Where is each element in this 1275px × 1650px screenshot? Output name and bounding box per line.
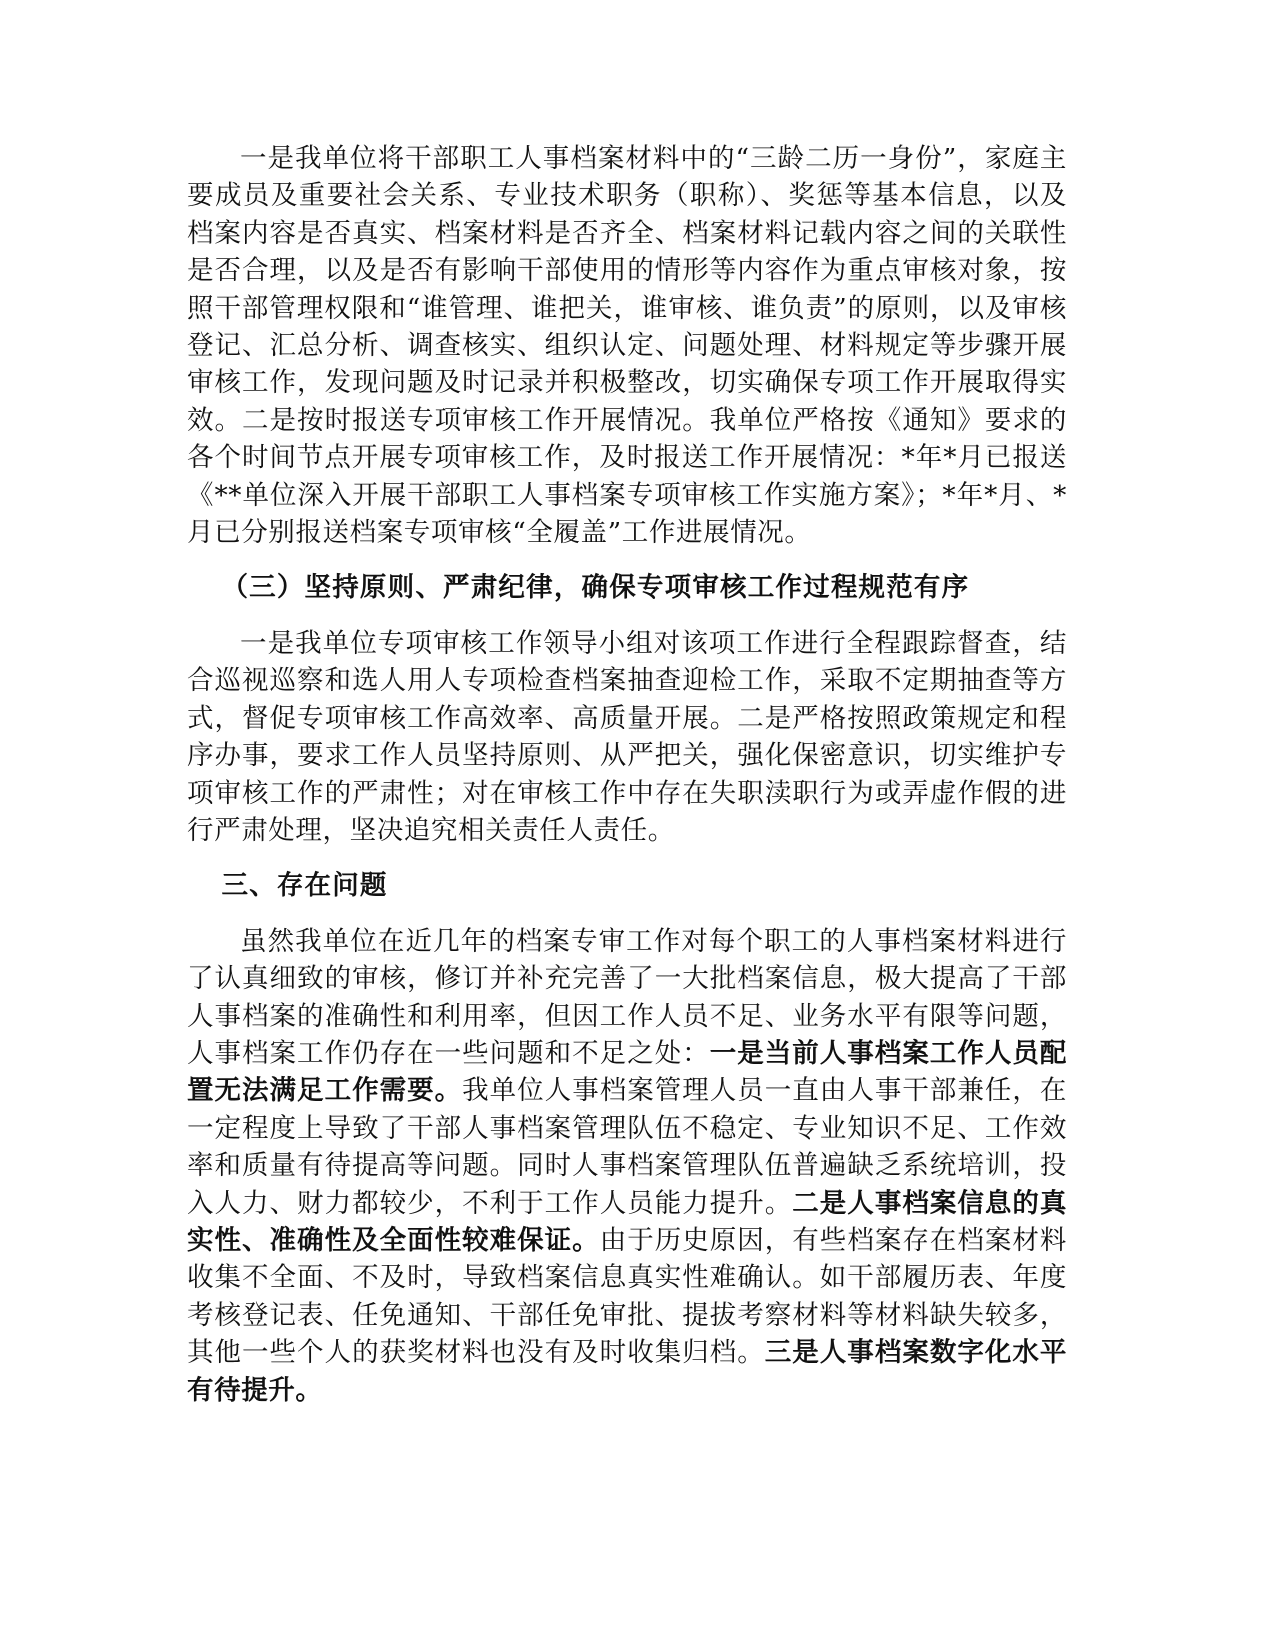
section-heading-existing-problems: 三、存在问题 (221, 870, 388, 902)
paragraph-supervision: 一是我单位专项审核工作领导小组对该项工作进行全程跟踪督查，结合巡视巡察和选人用人专项检查档案抽查迎检工作，采取不定期抽查等方式，督促专项审核工作高效率、高质量开展。二是严格按照政策规定和程序办事，要求工作人员坚持原则、从严把关，强化保密意识，切实维护专项审核工作的严肃性；对在审核工作中存在失职渎职行为或弄虚作假的进行严肃处理，坚决追究相关责任人责任。 (187, 627, 1067, 846)
problem-two-text: 由于历史原因，有些档案存在档案材料收集不全面、不及时，导致档案信息真实性难确认。如干部履历表、年度考核登记表、任免通知、干部任免审批、提拔考察材料等材料缺失较多，其他一些个人的获奖材料也没有及时收集归档。 (187, 1224, 1068, 1369)
problem-one-text: 我单位人事档案管理人员一直由人事干部兼任，在一定程度上导致了干部人事档案管理队伍不稳定、专业知识不足、工作效率和质量有待提高等问题。同时人事档案管理队伍普遍缺乏系统培训，投入人力、财力都较少，不利于工作人员能力提升。 (187, 1075, 1068, 1219)
problem-three-bold: 三是人事档案数字化水平有待提升。 (187, 1337, 1067, 1406)
subheading-principles-discipline: （三）坚持原则、严肃纪律，确保专项审核工作过程规范有序 (221, 572, 970, 604)
paragraph-problems (187, 923, 1067, 1409)
problem-one-bold: 一是当前人事档案工作人员配置无法满足工作需要。 (187, 1037, 1067, 1107)
problems-intro-text: 虽然我单位在近几年的档案专审工作对每个职工的人事档案材料进行了认真细致的审核，修订并补充完善了一大批档案信息，极大提高了干部人事档案的准确性和利用率，但因工作人员不足、业务水平有限等问题，人事档案工作仍存在一些问题和不足之处： (187, 925, 1067, 1069)
paragraph-review-focus: 一是我单位将干部职工人事档案材料中的“三龄二历一身份”，家庭主要成员及重要社会关系、专业技术职务（职称）、奖惩等基本信息，以及档案内容是否真实、档案材料是否齐全、档案材料记载内容之间的关联性是否合理，以及是否有影响干部使用的情形等内容作为重点审核对象，按照干部管理权限和“谁管理、谁把关，谁审核、谁负责”的原则，以及审核登记、汇总分析、调查核实、组织认定、问题处理、材料规定等步骤开展审核工作，发现问题及时记录并积极整改，切实确保专项工作开展取得实效。二是按时报送专项审核工作开展情况。我单位严格按《通知》要求的各个时间节点开展专项审核工作，及时报送工作开展情况：*年*月已报送《**单位深入开展干部职工人事档案专项审核工作实施方案》；*年*月、*月已分别报送档案专项审核“全履盖”工作进展情况。 (187, 143, 1067, 549)
problem-two-bold: 二是人事档案信息的真实性、准确性及全面性较难保证。 (187, 1187, 1067, 1256)
document-body (187, 140, 1067, 1409)
